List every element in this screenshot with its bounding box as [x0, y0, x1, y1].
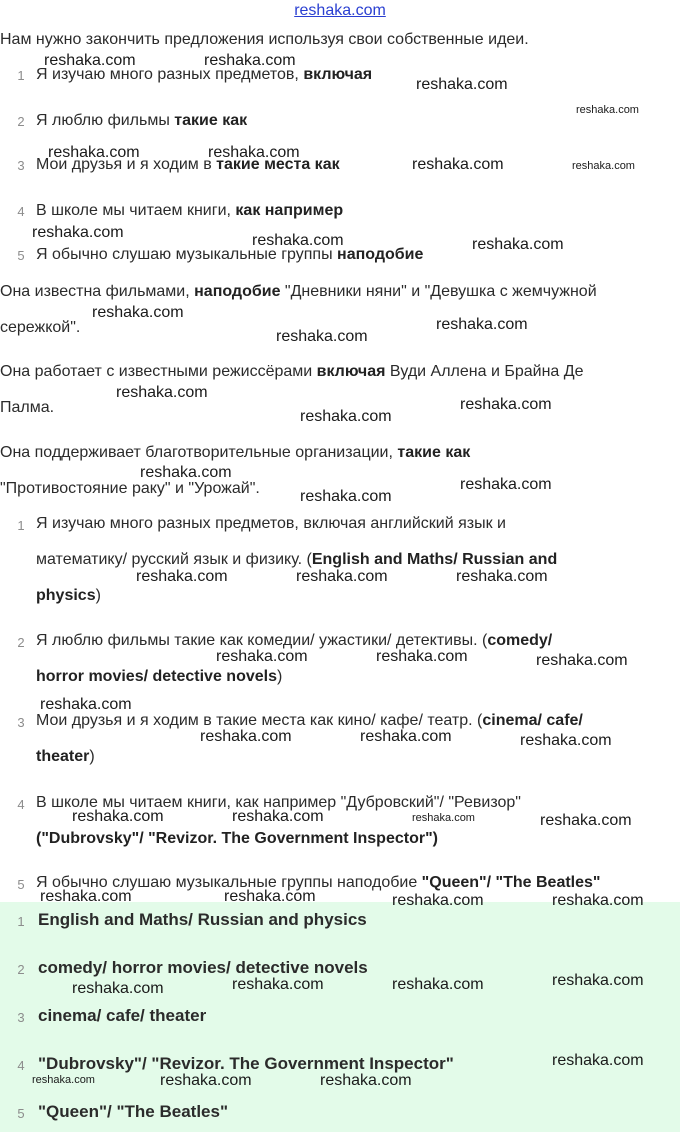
list-item: Я изучаю много разных предметов, включая английский язык и математику/ русский язык и физику. (English and Maths/ Russian and physics) — [36, 515, 558, 604]
list-number: 1 — [17, 68, 25, 83]
intro-text: Нам нужно закончить предложения используя свои собственные идеи. — [0, 31, 529, 48]
watermark: reshaka.com — [320, 1072, 412, 1089]
answer-item: English and Maths/ Russian and physics — [38, 910, 367, 929]
watermark: reshaka.com — [200, 728, 292, 745]
watermark: reshaka.com — [232, 808, 324, 825]
list-number: 4 — [17, 204, 25, 219]
list-item: Я обычно слушаю музыкальные группы наподобие — [36, 246, 424, 263]
watermark: reshaka.com — [208, 144, 300, 161]
watermark: reshaka.com — [232, 976, 324, 993]
answer-item: cinema/ cafe/ theater — [38, 1006, 207, 1025]
watermark: reshaka.com — [552, 892, 644, 909]
watermark: reshaka.com — [392, 892, 484, 909]
watermark: reshaka.com — [436, 316, 528, 333]
watermark: reshaka.com — [416, 76, 508, 93]
list-item: Я люблю фильмы такие как — [36, 112, 248, 129]
watermark: reshaka.com — [44, 52, 136, 69]
list-item: Я обычно слушаю музыкальные группы наподобие "Queen"/ "The Beatles" — [36, 874, 601, 891]
list-number: 5 — [17, 248, 25, 263]
watermark: reshaka.com — [296, 568, 388, 585]
watermark: reshaka.com — [552, 972, 644, 989]
answer-item: comedy/ horror movies/ detective novels — [38, 958, 368, 977]
list-number: 3 — [17, 158, 25, 173]
watermark: reshaka.com — [204, 52, 296, 69]
watermark: reshaka.com — [72, 980, 164, 997]
site-link[interactable]: reshaka.com — [294, 2, 386, 19]
watermark: reshaka.com — [360, 728, 452, 745]
watermark: reshaka.com — [552, 1052, 644, 1069]
watermark: reshaka.com — [140, 464, 232, 481]
answer-item: "Dubrovsky"/ "Revizor. The Government Inspector" — [38, 1054, 454, 1073]
example-paragraph: Она поддерживает благотворительные организации, такие как "Противостояние раку" и "Урожай". — [0, 444, 471, 497]
watermark: reshaka.com — [32, 224, 124, 241]
list-number: 1 — [17, 914, 25, 929]
watermark: reshaka.com — [300, 488, 392, 505]
list-number: 2 — [17, 962, 25, 977]
watermark: reshaka.com — [412, 156, 504, 173]
list-number: 5 — [17, 877, 25, 892]
watermark: reshaka.com — [376, 648, 468, 665]
watermark: reshaka.com — [252, 232, 344, 249]
watermark: reshaka.com — [576, 104, 639, 116]
watermark: reshaka.com — [536, 652, 628, 669]
watermark: reshaka.com — [520, 732, 612, 749]
watermark: reshaka.com — [216, 648, 308, 665]
watermark: reshaka.com — [116, 384, 208, 401]
list-number: 3 — [17, 1010, 25, 1025]
list-number: 2 — [17, 114, 25, 129]
example-paragraph: Она известна фильмами, наподобие "Дневники няни" и "Девушка с жемчужной сережкой". — [0, 283, 597, 336]
watermark: reshaka.com — [92, 304, 184, 321]
watermark: reshaka.com — [412, 812, 475, 824]
watermark: reshaka.com — [460, 396, 552, 413]
watermark: reshaka.com — [40, 696, 132, 713]
list-item: Я люблю фильмы такие как комедии/ ужастики/ детективы. (comedy/ horror movies/ detective novels) — [36, 632, 553, 685]
watermark: reshaka.com — [456, 568, 548, 585]
watermark: reshaka.com — [540, 812, 632, 829]
watermark: reshaka.com — [224, 888, 316, 905]
list-number: 5 — [17, 1106, 25, 1121]
watermark: reshaka.com — [392, 976, 484, 993]
list-item: В школе мы читаем книги, как например "Дубровский"/ "Ревизор" ("Dubrovsky"/ "Revizor. The Government Inspector") — [36, 794, 521, 847]
list-item: Мои друзья и я ходим в такие места как кино/ кафе/ театр. (cinema/ cafe/ theater) — [36, 712, 583, 765]
watermark: reshaka.com — [276, 328, 368, 345]
list-item: В школе мы читаем книги, как например — [36, 202, 344, 219]
list-item: Я изучаю много разных предметов, включая — [36, 66, 373, 83]
watermark: reshaka.com — [472, 236, 564, 253]
list-number: 4 — [17, 1058, 25, 1073]
answers-panel — [0, 902, 680, 1132]
list-number: 2 — [17, 635, 25, 650]
watermark: reshaka.com — [136, 568, 228, 585]
answer-item: "Queen"/ "The Beatles" — [38, 1102, 229, 1121]
watermark: reshaka.com — [72, 808, 164, 825]
watermark: reshaka.com — [460, 476, 552, 493]
watermark: reshaka.com — [32, 1074, 95, 1086]
watermark: reshaka.com — [40, 888, 132, 905]
watermark: reshaka.com — [300, 408, 392, 425]
list-number: 4 — [17, 797, 25, 812]
example-paragraph: Она работает с известными режиссёрами включая Вуди Аллена и Брайна Де Палма. — [0, 363, 584, 416]
list-number: 3 — [17, 715, 25, 730]
watermark: reshaka.com — [572, 160, 635, 172]
list-number: 1 — [17, 518, 25, 533]
watermark: reshaka.com — [160, 1072, 252, 1089]
list-item: Мои друзья и я ходим в такие места как — [36, 156, 340, 173]
watermark: reshaka.com — [48, 144, 140, 161]
